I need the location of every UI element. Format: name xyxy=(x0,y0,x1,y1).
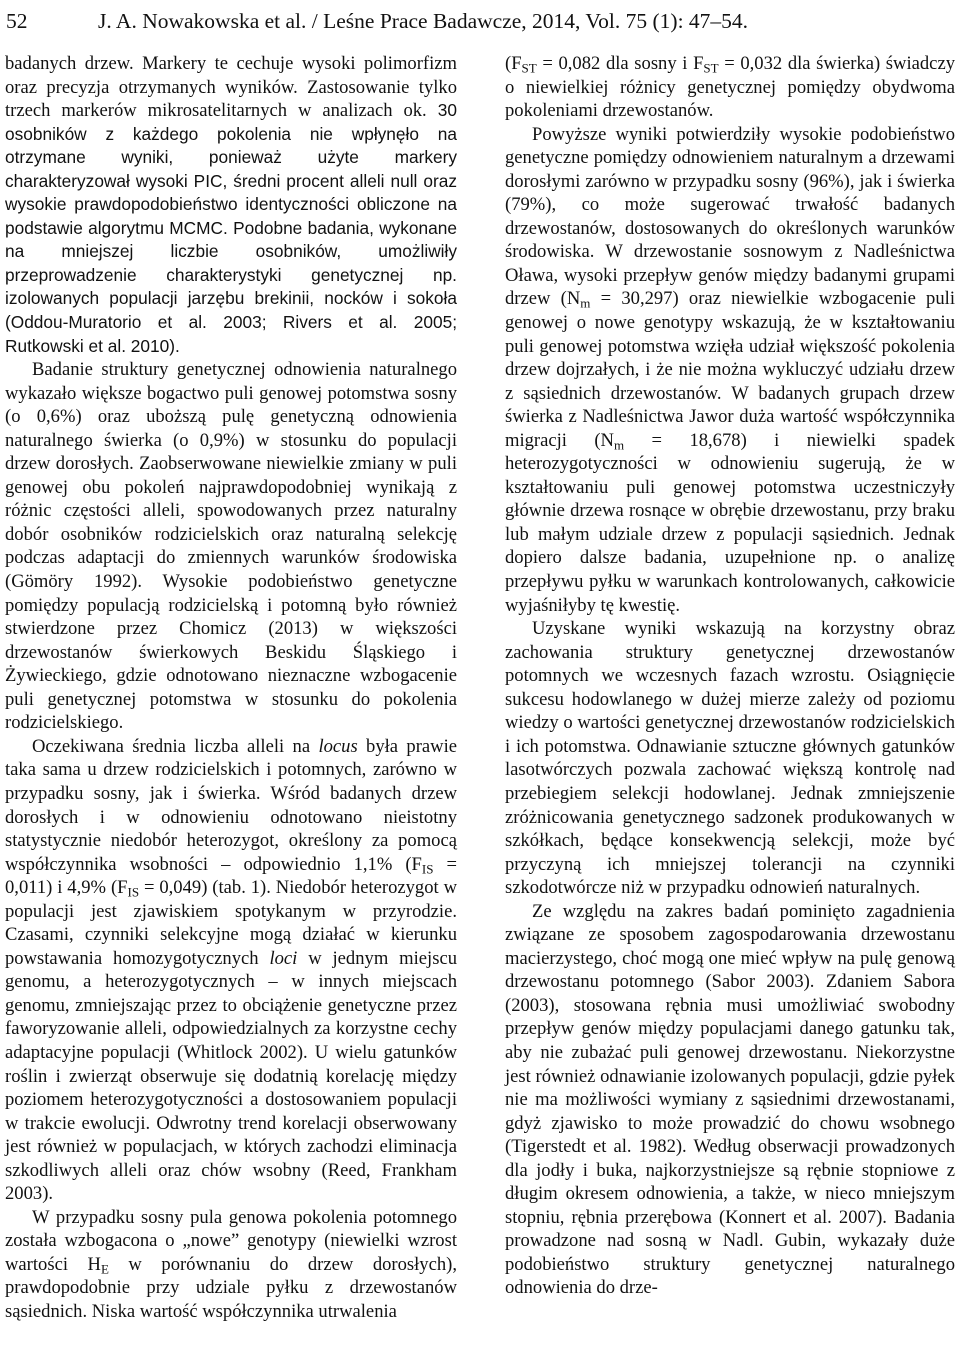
left-p3-text-b: była prawie taka sama u drzew rodzicielskich i potomnych, zarówno w przypadku sosny, jak i świerka. Wśród badanych drzew dorosłych i w odnowieniu odnotowano nieistotny statystycznie niedobór heterozygot, określony za pomocą współczynnika wsobności – odpowiednio 1,1% (F xyxy=(5,735,457,875)
locus-term: locus xyxy=(318,735,358,757)
left-paragraph-2: Badanie struktury genetycznej odnowienia naturalnego wykazało większe bogactwo puli genowej potomstwa sosny (o 0,6%) oraz uboższą pulę genetyczną odnowienia naturalnego świerka (o 0,9%) w stosunku do populacji drzew dorosłych. Zaobserwowane niewielkie zmiany w puli genowej obu pokoleń najprawdopodobniej wynikają z różnic częstości alleli, spowodowanych przez naturalny dobór osobników rodzicielskich oraz naturalną selekcję podczas adaptacji do zmiennych warunków środowiska (Gömöry 1992). Wysokie podobieństwo genetyczne pomiędzy populacją rodzicielską i potomną było również stwierdzone przez Chomicz (2013) w większości drzewostanów świerkowych Beskidu Śląskiego i Żywieckiego, gdzie odnotowano nieznaczne wzbogacenie puli genetycznej potomstwa w stosunku do pokolenia rodzicielskiego. xyxy=(5,359,457,734)
loci-term: loci xyxy=(269,947,298,969)
left-p3-text-c: = 0,011) i 4,9% (F xyxy=(5,853,457,899)
left-paragraph-3 xyxy=(5,735,457,1206)
he-subscript: E xyxy=(100,1261,109,1277)
left-column xyxy=(5,52,457,1324)
running-title: J. A. Nowakowska et al. / Leśne Prace Badawcze, 2014, Vol. 75 (1): 47–54. xyxy=(98,9,749,33)
fis-subscript-2: IS xyxy=(127,884,140,900)
nm-subscript-1: m xyxy=(580,295,591,311)
left-paragraph-4 xyxy=(5,1206,457,1324)
fst-subscript-1: ST xyxy=(521,60,537,76)
right-p1-text-c: = 0,032 dla świerka) świadczy o niewielkiej różnicy genetycznej pomiędzy obydwoma pokoleniami drzewostanów. xyxy=(505,53,955,122)
right-p2-text-a: Powyższe wyniki potwierdziły wysokie podobieństwo genetyczne pomiędzy odnowieniem naturalnym a drzewami dorosłymi zarówno w przypadku sosny (96%), jak i świerka (79%), co może sugerować trwałość badanych drzewostanów, dostosowanych do określonych warunków środowiska. W drzewostanie sosnowym z Nadleśnictwa Oława, wysoki przepływ genów między badanymi grupami drzew (N xyxy=(505,123,955,310)
right-paragraph-1 xyxy=(505,52,955,123)
right-p1-text-b: = 0,082 dla sosny i F xyxy=(536,53,704,74)
left-p4-text-a: W przypadku sosny pula genowa pokolenia potomnego została wzbogacona o „nowe” genotypy (niewielki wzrost wartości H xyxy=(5,1206,457,1275)
page-number: 52 xyxy=(6,9,28,33)
right-p2-text-b: = 30,297) oraz niewielkie wzbogacenie puli genowej o nowe genotypy wskazują, że w kształtowaniu puli genowej potomstwa wzięła udział większość pokolenia drzew dojrzałych, i że nie można wykluczyć udziału drzew z sąsiednich drzewostanów. W badanych grupach drzew świerka z Nadleśnictwa Jawor duża wartość współczynnika migracji (N xyxy=(505,288,955,451)
left-p3-text-a: Oczekiwana średnia liczba alleli na xyxy=(32,735,319,757)
left-p3-text-d: = 0,049) (tab. 1). Niedobór heterozygot w populacji jest zjawiskiem spotykanym w przyrodzie. Czasami, czynniki selekcyjne mogą działać w kierunku powstawania homozygotycznych xyxy=(5,877,458,969)
nm-subscript-2: m xyxy=(614,437,625,452)
left-p1-text-a: badanych drzew. Markery te cechuje wysoki polimorfizm oraz precyzja otrzymanych wyników. Zastosowanie tylko trzech markerów mikrosatelitarnych w analizach ok. xyxy=(5,53,457,122)
left-paragraph-1 xyxy=(5,52,457,358)
fis-subscript-1: IS xyxy=(421,860,434,876)
left-p4-text-b: w porównaniu do drzew dorosłych), prawdopodobnie przy udziale pyłku z drzewostanów sąsiednich. Niska wartość współczynnika utrwalenia xyxy=(5,1253,457,1322)
right-paragraph-4: Ze względu na zakres badań pominięto zagadnienia związane ze sposobem zagospodarowania drzewostanu macierzystego, choć mogą one mieć wpływ na pulę genową drzewostanu potomnego (Sabor 2003). Zdaniem Sabora (2003), stosowana rębnia musi umożliwiać swobodny przepływ genów między populacjami danego gatunku tak, aby nie zubażać puli genowej drzewostanu. Niekorzystne jest również odnawianie izolowanych populacji, gdzie pyłek nie ma możliwości wymiany z sąsiednimi drzewostanami, gdyż zjawisko to może prowadzić do chowu wsobnego (Tigerstedt et al. 1982). Według obserwacji prowadzonych dla jodły i buka, najkorzystniejsze są rębnie stopniowe z długim okresem odnowienia, a także, w nieco mniejszym stopniu, rębnia przerębowa (Konnert et al. 2007). Badania prowadzone nad sosną w Nadl. Gubin, wykazały duże podobieństwo struktury genetycznej naturalnego odnowienia do drze- xyxy=(505,900,955,1299)
page-header xyxy=(6,6,954,36)
left-p3-text-e: w jednym miejscu genomu, a heterozygotycznych – w innych miejscach genomu, zmniejszając przez to obciążenie genetyczne przez faworyzowanie alleli, odpowiedzialnych za korzystne cechy adaptacyjne populacji (Whitlock 2002). U wielu gatunków roślin i zwierząt obserwuje się dodatnią korelację między poziomem heterozygotyczności a dostosowaniem populacji w trakcie ewolucji. Odwrotny trend korelacji obserwowany jest również w populacjach, w których zachodzi eliminacja szkodliwych alleli oraz chów wsobny (Reed, Frankham 2003). xyxy=(5,947,457,1205)
right-p1-text-a: (F xyxy=(505,53,522,74)
fst-subscript-2: ST xyxy=(703,60,719,76)
right-p2-text-c: = 18,678) i niewielki spadek heterozygotyczności w odnowieniu sugerują, że w kształtowaniu puli genowej potomstwa uczestniczyły głównie drzewa rosnące w obrębie drzewostanu, przy braku lub małym udziale drzew z populacji sąsiednich. Jednak dopiero dalsze badania, uzupełnione np. o analizę przepływu pyłku w warunkach kontrolowanych, całkowicie wyjaśniłyby tę kwestię. xyxy=(505,429,955,616)
right-column xyxy=(505,52,955,1300)
right-paragraph-2 xyxy=(505,123,955,617)
left-p1-text-b: 30 osobników z każdego pokolenia nie wpłynęło na otrzymane wyniki, ponieważ użyte markery charakteryzował wysoki PIC, średni procent alleli null oraz wysokie prawdopodobieństwo identyczności obliczone na podstawie algorytmu MCMC. Podobne badania, wykonane na mniejszej liczbie osobników, umożliwiły przeprowadzenie charakterystyki genetycznej np. izolowanych populacji jarzębu brekinii, nocków i sokoła (Oddou-Muratorio et al. 2003; Rivers et al. 2005; Rutkowski et al. 2010). xyxy=(5,100,458,356)
right-paragraph-3: Uzyskane wyniki wskazują na korzystny obraz zachowania struktury genetycznej drzewostanów potomnych we wczesnych fazach wzrostu. Osiągnięcie sukcesu hodowlanego w dużej mierze zależy od poziomu wiedzy o wartości genetycznej drzewostanów rodzicielskich i ich potomstwa. Odnawianie sztuczne głównych gatunków lasotwórczych pozwala zachować większą kontrolę nad przebiegiem selekcji hodowlanej. Jednak zmniejszenie zróżnicowania genetycznego sadzonek produkowanych w szkółkach, będące konsekwencją selekcji, może być przyczyną ich mniejszej tolerancji na czynniki szkodotwórcze niż w przypadku odnowień naturalnych. xyxy=(505,618,955,899)
